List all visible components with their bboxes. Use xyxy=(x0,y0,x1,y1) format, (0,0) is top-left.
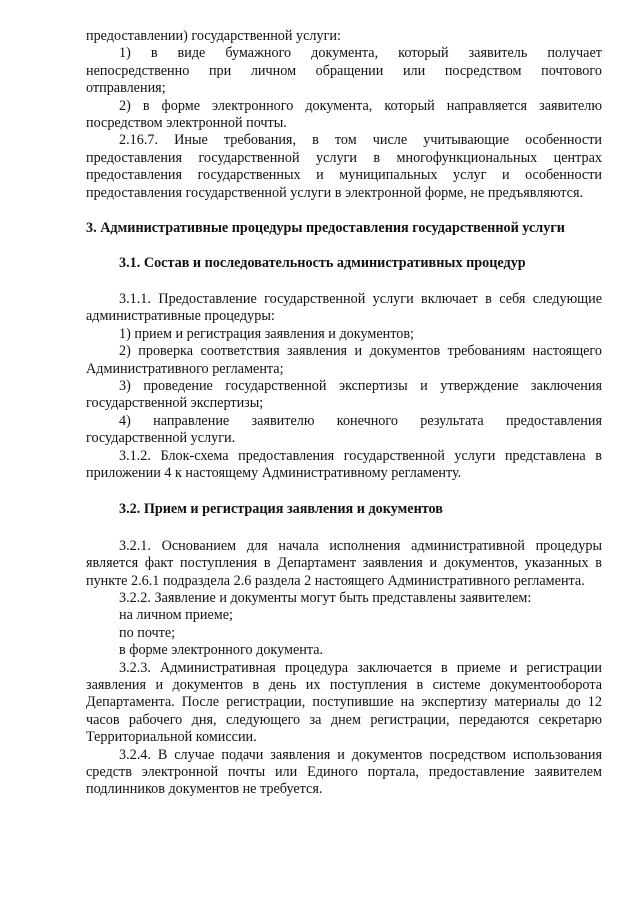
section-heading: 3. Административные процедуры предоставления государственной услуги xyxy=(86,220,565,237)
word: личном xyxy=(250,62,297,79)
paragraph: 3.2.4. В случае подачи заявления и документов посредством использования средств электронной почты или Единого портала, предоставление заявителем подлинников документов не требуется. xyxy=(86,746,602,798)
list-item: 1) прием и регистрация заявления и документов; xyxy=(119,325,414,342)
list-item: 3) проведение государственной экспертизы и утверждение заключения государственной экспертизы; xyxy=(86,377,602,412)
paragraph: предоставлении) государственной услуги: xyxy=(86,28,341,44)
document-page xyxy=(86,28,602,799)
paragraph: 3.2.2. Заявление и документы могут быть представлены заявителем: xyxy=(119,589,532,606)
word: или xyxy=(402,62,426,79)
word: непосредственно xyxy=(86,62,190,79)
paragraph: 3.2.3. Административная процедура заключается в приеме и регистрации заявления и документов в день их поступления в системе документооборота Департамента. После регистрации, поступившие на экспертизу материалы до 12 часов рабочего дня, следующего за днем регистрации, передаются секретарю Территориальной комиссии. xyxy=(86,659,602,746)
word: виде xyxy=(177,45,206,62)
list-item: 2) проверка соответствия заявления и документов требованиям настоящего Административного регламента; xyxy=(86,343,602,377)
word: 1) xyxy=(119,45,131,62)
word: получает xyxy=(547,45,602,62)
word: в xyxy=(150,45,158,62)
word: почтового xyxy=(541,62,602,79)
word: документа, xyxy=(311,45,379,62)
list-item-tail: отправления; xyxy=(86,80,166,97)
word: заявитель xyxy=(468,45,528,62)
list-item: по почте; xyxy=(119,624,176,641)
paragraph: 3.1.1. Предоставление государственной услуги включает в себя следующие административные процедуры: xyxy=(86,290,602,325)
word: который xyxy=(398,45,449,62)
paragraph: 3.1.2. Блок-схема предоставления государственной услуги представлена в приложении 4 к настоящему Административному регламенту. xyxy=(86,447,602,481)
list-item: на личном приеме; xyxy=(119,607,233,624)
word: обращении xyxy=(315,62,384,79)
word: бумажного xyxy=(225,45,292,62)
subsection-heading: 3.1. Состав и последовательность административных процедур xyxy=(119,255,526,272)
subsection-heading: 3.2. Прием и регистрация заявления и документов xyxy=(119,501,443,518)
list-item: в форме электронного документа. xyxy=(119,642,324,659)
paragraph: 2.16.7. Иные требования, в том числе учитывающие особенности предоставления государственной услуги в многофункциональных центрах предоставления государственных и муниципальных услуг и особенности предоставления государственной услуги в электронной форме, не предъявляются. xyxy=(86,132,602,201)
paragraph: 3.2.1. Основанием для начала исполнения административной процедуры является факт поступления в Департамент заявления и документов, указанных в пункте 2.6.1 подраздела 2.6 раздела 2 настоящего Административного регламента. xyxy=(86,537,602,589)
list-item-line xyxy=(86,45,602,62)
list-item: 4) направление заявителю конечного результата предоставления государственной услуги. xyxy=(86,412,602,447)
paragraph: 2) в форме электронного документа, который направляется заявителю посредством электронной почты. xyxy=(86,97,602,132)
list-item-line xyxy=(86,63,602,80)
word: посредством xyxy=(444,62,522,79)
word: при xyxy=(208,62,232,79)
